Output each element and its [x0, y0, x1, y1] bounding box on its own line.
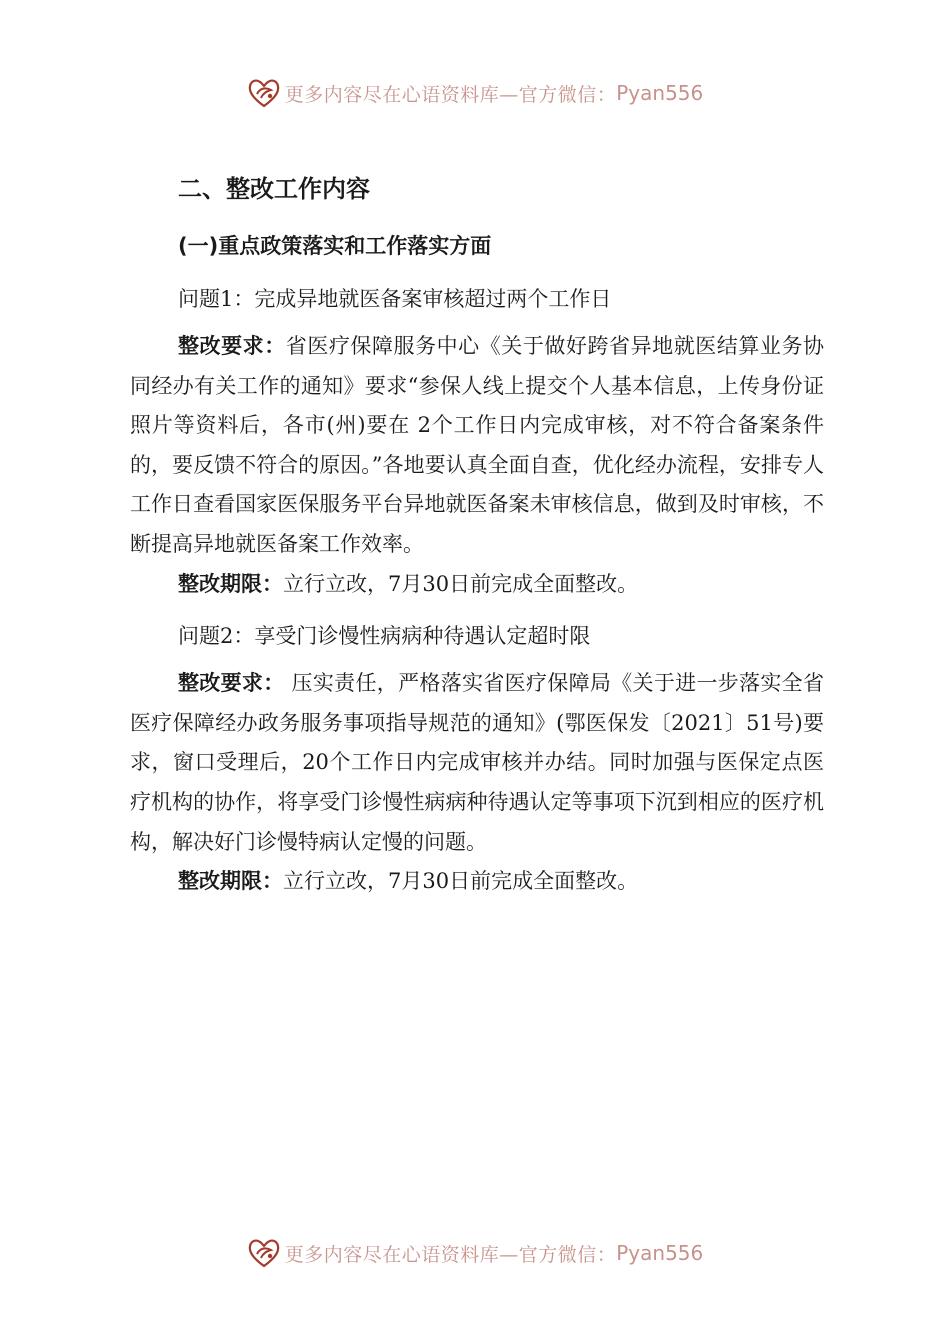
deadline-label: 整改期限：	[178, 571, 283, 596]
section-heading: 二、整改工作内容	[178, 175, 370, 203]
issue-1-deadline	[130, 565, 824, 605]
requirement-label: 整改要求：	[178, 334, 286, 358]
deadline-text: 立行立改，7月30日前完成全面整改。	[283, 869, 639, 894]
requirement-label: 整改要求：	[178, 671, 285, 696]
requirement-text: 压实责任，严格落实省医疗保障局《关于进一步落实全省医疗保障经办政务服务事项指导规范的通知》(鄂医保发〔2021〕51号)要求，窗口受理后，20个工作日内完成审核并办结。同时加强与医保定点医疗机构的协作，将享受门诊慢性病病种待遇认定等事项下沉到相应的医疗机构，解决好门诊慢特病认定慢的问题。	[130, 671, 824, 854]
issue-2-deadline	[130, 862, 824, 902]
watermark-handle: Pyan556	[616, 1241, 704, 1265]
subsection-heading: (一)重点政策落实和工作落实方面	[178, 234, 492, 258]
footer-watermark	[0, 1233, 950, 1273]
heart-logo-icon	[247, 1236, 281, 1270]
header-watermark	[0, 73, 950, 113]
watermark-handle: Pyan556	[616, 81, 704, 105]
issue-2-requirement	[130, 664, 824, 862]
deadline-label: 整改期限：	[178, 869, 283, 894]
heart-logo-icon	[247, 76, 281, 110]
deadline-text: 立行立改，7月30日前完成全面整改。	[283, 571, 639, 596]
issue-1-title: 问题1：完成异地就医备案审核超过两个工作日	[178, 287, 612, 311]
document-body	[130, 168, 824, 902]
requirement-text: 省医疗保障服务中心《关于做好跨省异地就医结算业务协同经办有关工作的通知》要求“参保人线上提交个人基本信息，上传身份证照片等资料后，各市(州)要在 2个工作日内完成审核，对不符合备案条件的，要反馈不符合的原因。”各地要认真全面自查，优化经办流程，安排专人工作日查看国家医保服务平台异地就医备案未审核信息，做到及时审核，不断提高异地就医备案工作效率。	[130, 334, 825, 556]
issue-1-requirement	[130, 327, 824, 565]
watermark-text: 更多内容尽在心语资料库—官方微信：	[284, 1243, 617, 1266]
issue-2-title: 问题2：享受门诊慢性病病种待遇认定超时限	[178, 624, 591, 649]
watermark-text: 更多内容尽在心语资料库—官方微信：	[284, 83, 617, 106]
